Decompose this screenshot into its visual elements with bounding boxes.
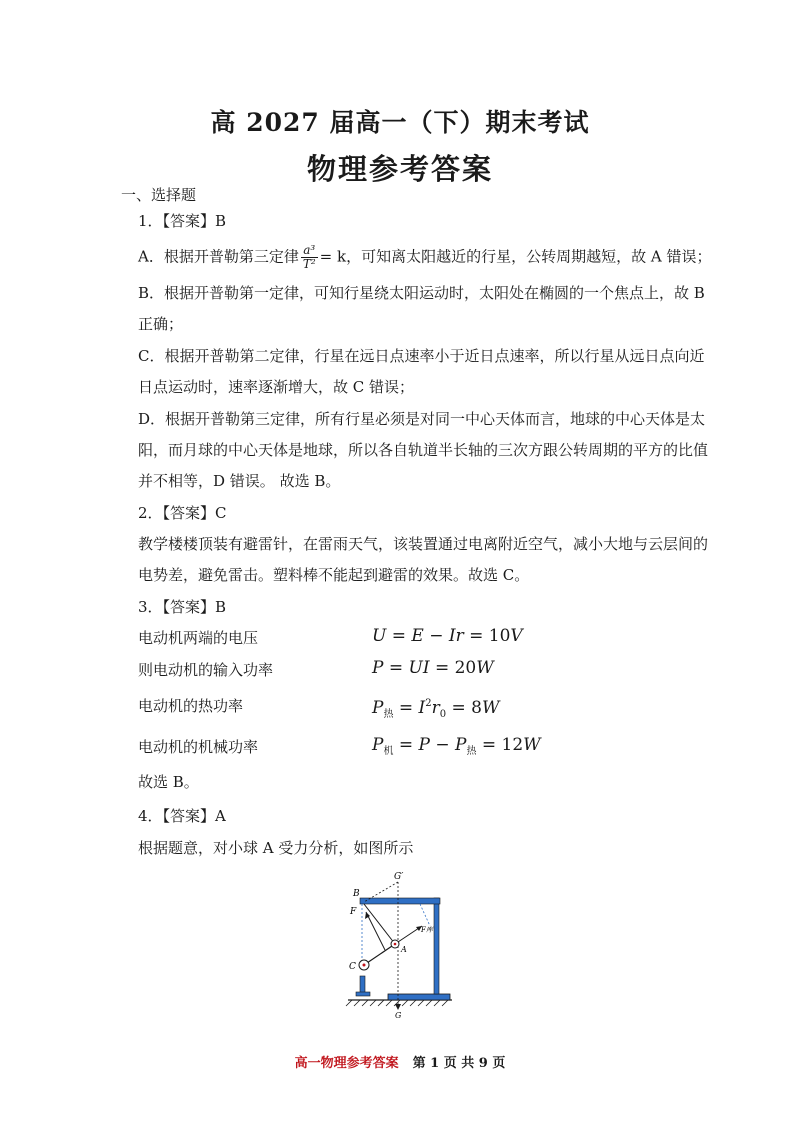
q2-line2: 电势差，避免雷击。塑料棒不能起到避雷的效果。故选 C。 bbox=[138, 566, 530, 584]
q3-row-label: 电动机两端的电压 bbox=[138, 629, 259, 647]
rod-ca bbox=[364, 944, 395, 965]
label-g-prime: G′ bbox=[394, 872, 404, 882]
horizontal-bar bbox=[360, 898, 440, 904]
label-c: C bbox=[349, 962, 356, 972]
c-support bbox=[360, 976, 365, 994]
q1-heading: 1．【答案】B bbox=[138, 212, 227, 230]
label-f: F bbox=[350, 907, 357, 917]
q1-option-b-line1: B．根据开普勒第一定律，可知行星绕太阳运动时，太阳处在椭圆的一个焦点上，故 B bbox=[138, 284, 705, 302]
kepler-fraction bbox=[301, 244, 318, 271]
q3-row-label: 则电动机的输入功率 bbox=[138, 661, 274, 679]
c-support-base bbox=[356, 992, 370, 996]
q4-line1: 根据题意，对小球 A 受力分析，如图所示 bbox=[138, 839, 414, 857]
force-diagram bbox=[340, 868, 460, 1018]
q3-row-formula: $P_机 = P - P_热 = 12W$ bbox=[372, 735, 541, 757]
stand-base bbox=[388, 994, 450, 1000]
page-footer bbox=[0, 1052, 800, 1071]
label-f-coulomb: F库 bbox=[421, 926, 433, 934]
q3-heading: 3．【答案】B bbox=[138, 598, 227, 616]
fraction-numerator: a³ bbox=[301, 244, 318, 258]
label-g: G bbox=[395, 1011, 402, 1018]
footer-course: 高一物理参考答案 bbox=[294, 1056, 399, 1071]
q1-option-c-line2: 日点运动时，速率逐渐增大，故 C 错误； bbox=[138, 378, 415, 396]
q2-line1: 教学楼楼顶装有避雷针，在雷雨天气，该装置通过电离附近空气，减小大地与云层间的 bbox=[138, 535, 709, 553]
q1-option-d-line3: 并不相等，D 错误。 故选 B。 bbox=[138, 472, 341, 490]
tension-arrow bbox=[366, 912, 385, 950]
q1-option-d-line2: 阳，而月球的中心天体是地球，所以各自轨道半长轴的三次方跟公转周期的平方的比值 bbox=[138, 441, 709, 459]
q1-option-a bbox=[138, 244, 711, 271]
q3-conclusion: 故选 B。 bbox=[138, 773, 199, 791]
q1-option-d-line1: D．根据开普勒第三定律，所有行星必须是对同一中心天体而言，地球的中心天体是太 bbox=[138, 410, 706, 428]
q1-a-suffix: = k，可知离太阳越近的行星，公转周期越短，故 A 错误； bbox=[319, 247, 712, 266]
exam-title: 高 2027 届高一（下）期末考试 bbox=[210, 108, 590, 137]
stand-pole bbox=[434, 898, 439, 994]
q3-row-label: 电动机的机械功率 bbox=[138, 738, 259, 756]
q4-heading: 4．【答案】A bbox=[138, 807, 226, 825]
section-heading: 一、选择题 bbox=[121, 186, 197, 204]
q1-option-c-line1: C．根据开普勒第二定律，行星在远日点速率小于近日点速率，所以行星从远日点向近 bbox=[138, 347, 705, 365]
q3-row-label: 电动机的热功率 bbox=[138, 697, 244, 715]
q3-row-formula: P = UI = 20W bbox=[372, 658, 494, 678]
q3-row-formula: $P_热 = I^2r_0 = 8W$ bbox=[372, 698, 500, 720]
ball-c-center bbox=[363, 964, 366, 967]
q3-row-formula: U = E − Ir = 10V bbox=[372, 626, 523, 646]
q1-option-b-line2: 正确； bbox=[138, 315, 184, 333]
label-b: B bbox=[353, 889, 360, 899]
answer-key-title: 物理参考答案 bbox=[306, 152, 493, 186]
fraction-denominator: T² bbox=[302, 257, 316, 271]
ball-a-center bbox=[394, 943, 397, 946]
dashed-guide-right bbox=[420, 904, 430, 926]
footer-page-number: 第 1 页 共 9 页 bbox=[412, 1056, 506, 1071]
q2-heading: 2．【答案】C bbox=[138, 504, 227, 522]
q1-a-prefix: A．根据开普勒第三定律 bbox=[138, 247, 299, 266]
label-a: A bbox=[401, 945, 407, 954]
gravity-arrowhead bbox=[395, 1004, 401, 1010]
